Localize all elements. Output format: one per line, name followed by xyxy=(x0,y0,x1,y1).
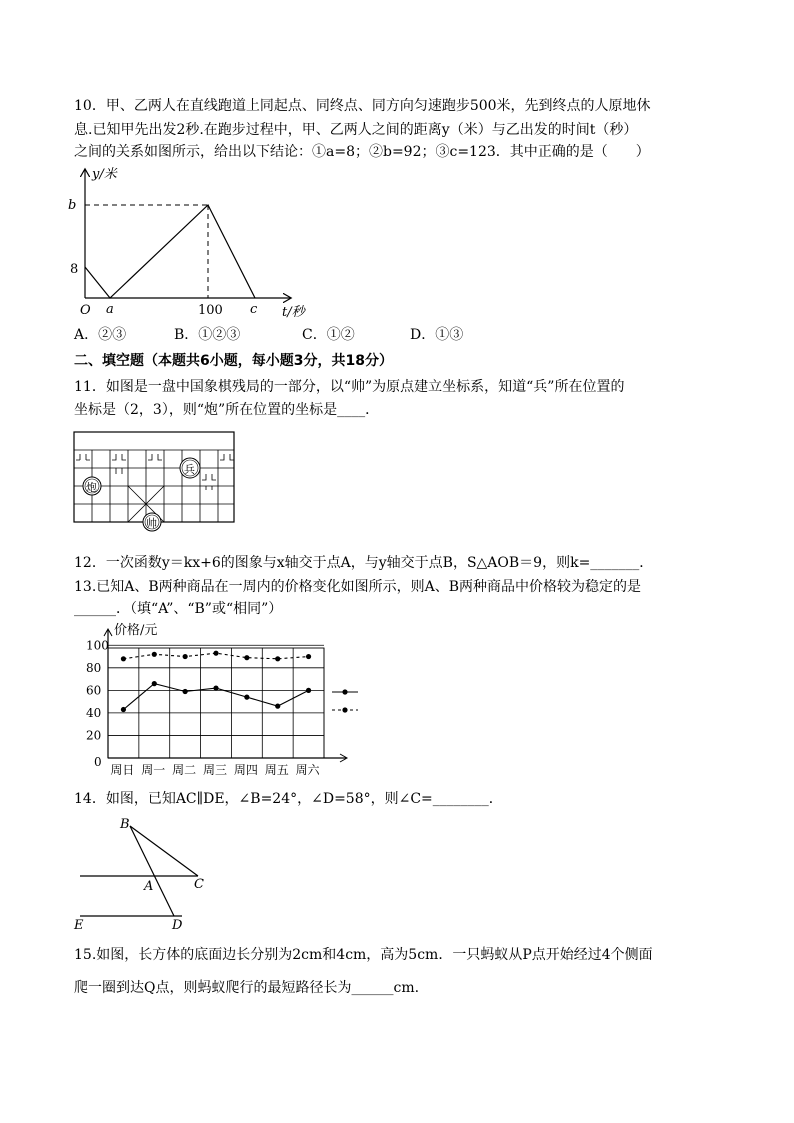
svg-text:A: A xyxy=(144,879,154,894)
q10-label-b: b xyxy=(68,198,77,213)
svg-text:E: E xyxy=(74,918,84,933)
q13-ytick-label: 80 xyxy=(86,660,102,675)
q13-legend-solid-dot xyxy=(342,689,347,694)
q10-xlabel: t/秒 xyxy=(282,305,305,320)
q13-price-chart xyxy=(70,618,370,778)
q13-data-point xyxy=(152,652,157,657)
q13-ytick-label: 40 xyxy=(86,705,102,720)
svg-text:兵: 兵 xyxy=(184,463,195,476)
svg-text:D: D xyxy=(172,918,183,933)
q10-line2: 息.已知甲先出发2秒.在跑步过程中，甲、乙两人之间的距离y（米）与乙出发的时间t（秒） xyxy=(74,122,638,138)
q13-ylabel: 价格/元 xyxy=(114,623,158,638)
q10-option-b[interactable]: B．①②③ xyxy=(174,327,241,343)
q14-line-bc xyxy=(130,826,198,876)
q10-label-100: 100 xyxy=(198,303,223,318)
q10-line1: 10．甲、乙两人在直线跑道上同起点、同终点、同方向匀速跑步500米，先到终点的人原地休 xyxy=(74,98,651,114)
q13-data-point xyxy=(244,655,249,660)
q13-ytick-label: 100 xyxy=(86,638,109,653)
q13-data-point xyxy=(275,704,280,709)
q10-ylabel: y/米 xyxy=(92,167,117,182)
q15-line2: 爬一圈到达Q点，则蚂蚁爬行的最短路径长为______cm. xyxy=(74,980,420,996)
q11-chessboard xyxy=(72,430,240,535)
q10-distance-line xyxy=(85,205,255,298)
q13-frame xyxy=(108,648,324,758)
q13-ytick-label: 20 xyxy=(86,728,102,743)
q14-line-bd xyxy=(130,826,174,916)
q13-line1: 13.已知A、B两种商品在一周内的价格变化如图所示，则A、B两种商品中价格较为稳定的是 xyxy=(74,579,642,595)
q13-line2: ______．（填“A”、“B”或“相同”） xyxy=(74,601,283,617)
q13-data-point xyxy=(306,688,311,693)
q13-xtick-label: 周一 xyxy=(141,763,166,777)
q14-text: 14．如图，已知AC∥DE，∠B=24°，∠D=58°，则∠C=________． xyxy=(74,791,503,807)
q13-data-point xyxy=(244,695,249,700)
q10-option-c[interactable]: C．①② xyxy=(302,327,355,343)
q11-line1: 11．如图是一盘中国象棋残局的一部分，以“帅”为原点建立坐标系，知道“兵”所在位置的 xyxy=(74,379,625,395)
q12-text: 12．一次函数y＝kx+6的图象与x轴交于点A，与y轴交于点B，S△AOB＝9，则k=_______． xyxy=(74,555,654,571)
q13-data-point xyxy=(275,656,280,661)
q11-line2: 坐标是（2，3），则“炮”所在位置的坐标是____． xyxy=(74,402,380,418)
q13-data-point xyxy=(121,656,126,661)
q13-data-point xyxy=(306,654,311,659)
q10-option-d[interactable]: D．①③ xyxy=(410,327,464,343)
q10-label-c: c xyxy=(250,302,258,317)
q13-data-point xyxy=(183,654,188,659)
svg-text:C: C xyxy=(194,877,204,892)
q13-data-point xyxy=(213,651,218,656)
q13-ytick-label: 60 xyxy=(86,683,102,698)
q10-origin: O xyxy=(80,303,91,318)
q13-xtick-label: 周五 xyxy=(264,763,289,777)
svg-text:炮: 炮 xyxy=(86,481,97,494)
q13-data-point xyxy=(152,681,157,686)
q13-data-point xyxy=(183,689,188,694)
q10-label-8: 8 xyxy=(70,262,79,277)
q14-figure xyxy=(70,812,220,934)
q13-xtick-label: 周二 xyxy=(172,763,197,777)
q13-ytick-label: 0 xyxy=(94,755,102,769)
q10-label-a: a xyxy=(106,302,114,317)
q10-line3: 之间的关系如图所示，给出以下结论：①a=8；②b=92；③c=123．其中正确的是（ ） xyxy=(74,144,650,160)
q15-line1: 15.如图，长方体的底面边长分别为2cm和4cm，高为5cm．一只蚂蚁从P点开始经过4个侧面 xyxy=(74,947,653,963)
q13-data-point xyxy=(121,707,126,712)
q10-options xyxy=(74,324,734,346)
q13-legend-dashed-dot xyxy=(342,707,347,712)
q10-option-a[interactable]: A．②③ xyxy=(74,327,127,343)
q13-xtick-label: 周四 xyxy=(233,763,258,777)
q10-graph xyxy=(60,162,320,322)
section2-title: 二、填空题（本题共6小题，每小题3分，共18分） xyxy=(74,353,393,369)
svg-text:B: B xyxy=(120,817,130,832)
q13-xtick-label: 周六 xyxy=(295,763,320,777)
q13-xtick-label: 周三 xyxy=(203,763,228,777)
q13-data-point xyxy=(213,686,218,691)
q13-xtick-label: 周日 xyxy=(110,763,135,777)
svg-text:帅: 帅 xyxy=(146,517,157,530)
